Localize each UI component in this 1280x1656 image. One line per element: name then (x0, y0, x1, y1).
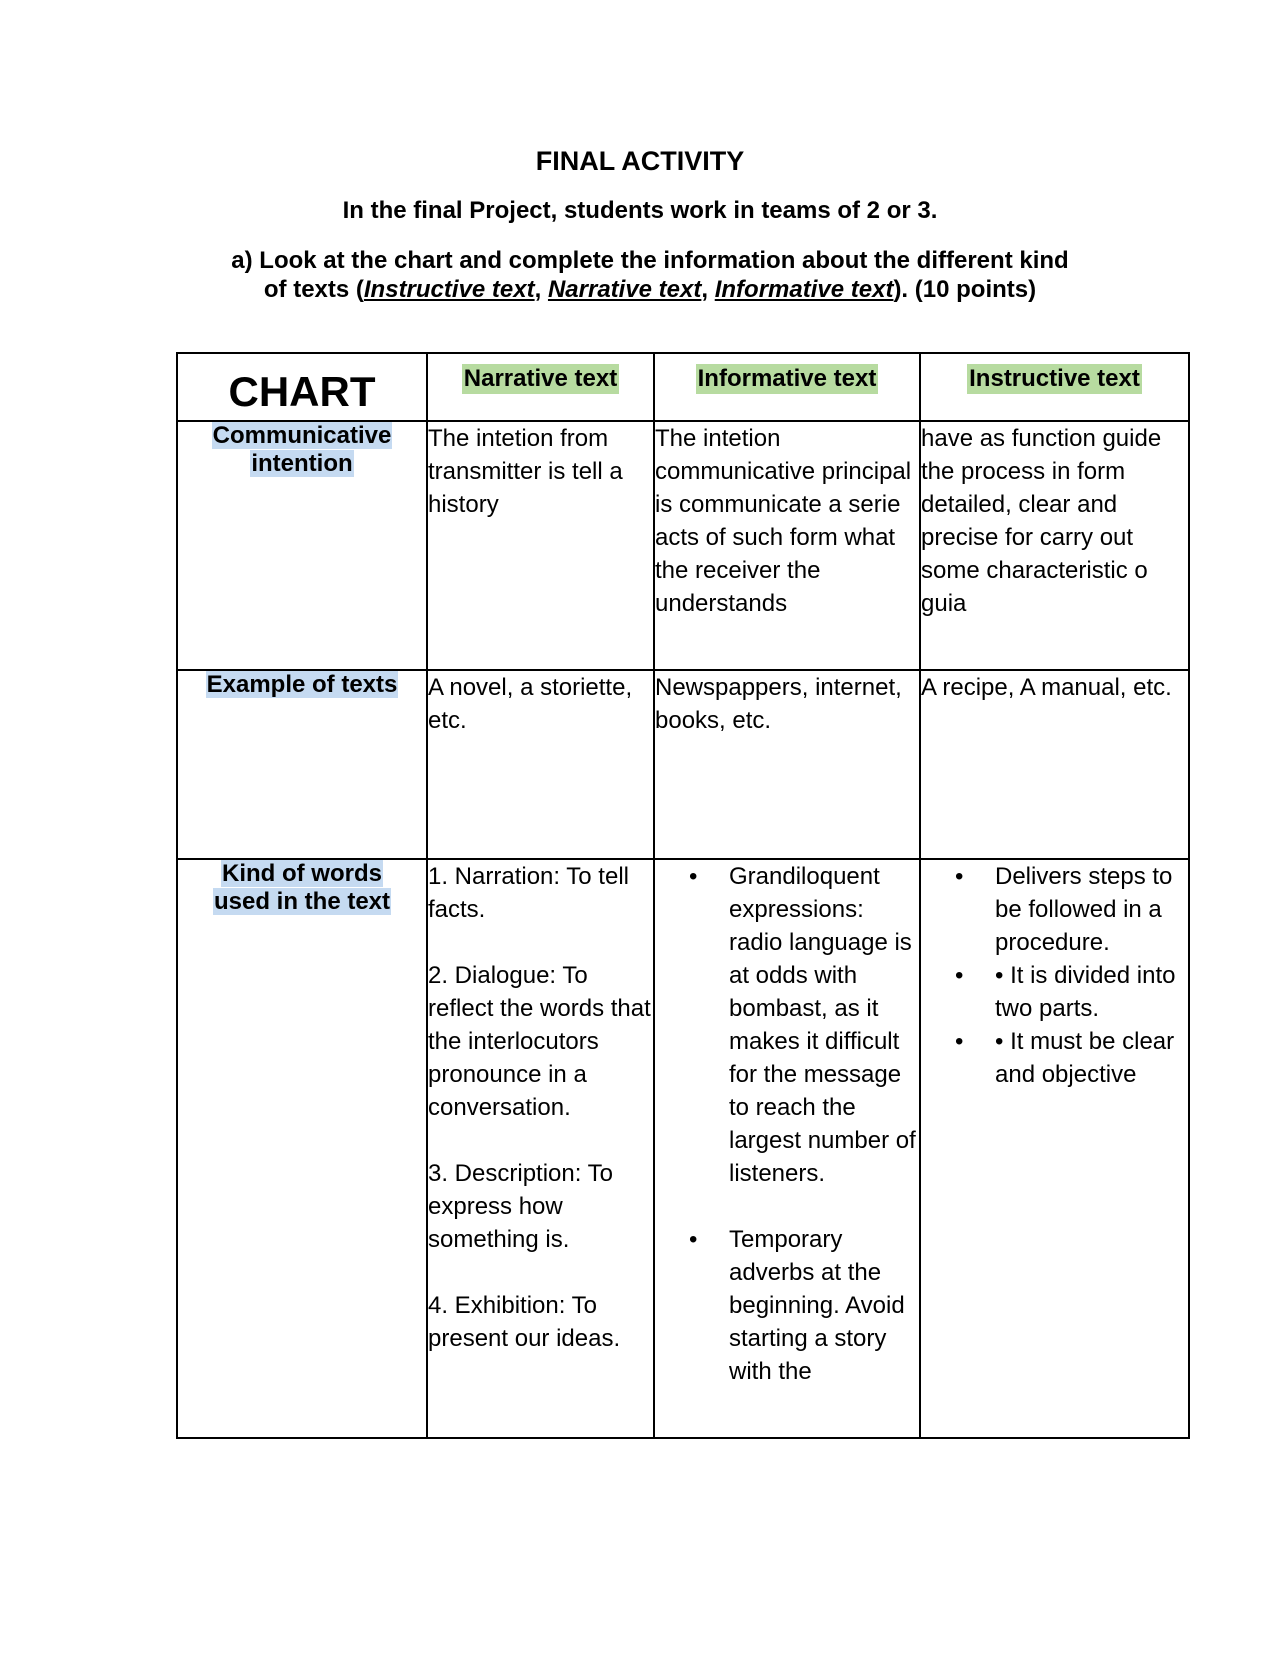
list-item: 1. Narration: To tell facts. (428, 863, 629, 923)
narrative-text-link: Narrative text (547, 276, 702, 303)
informative-text-link: Informative text (714, 276, 894, 303)
instruction-line-1: a) Look at the chart and complete the information about the different kind (231, 247, 1069, 274)
list-item: • • It is divided into two parts. (995, 959, 1188, 1025)
instructive-text-link: Instructive text (363, 276, 535, 303)
cell-informative-examples: Newspappers, internet, books, etc. (654, 670, 920, 859)
column-header-instructive: Instructive text (920, 353, 1189, 421)
cell-informative-words (654, 859, 920, 1438)
table-row (177, 859, 1189, 1438)
list-item: • • It must be clear and objective (995, 1025, 1188, 1091)
instruction-line-2: of texts (Instructive text, Narrative text, Informative text). (10 points) (263, 276, 1037, 303)
chart-label: CHART (228, 368, 376, 415)
table-row (177, 421, 1189, 670)
row-header-kind-of-words: Kind of words used in the text (177, 859, 427, 1438)
column-header-narrative: Narrative text (427, 353, 654, 421)
cell-instructive-intention: have as function guide the process in form detailed, clear and precise for carry out some characteristic o guia (920, 421, 1189, 670)
list-item: 4. Exhibition: To present our ideas. (428, 1292, 621, 1352)
document-subtitle: In the final Project, students work in teams of 2 or 3. (342, 197, 938, 224)
cell-informative-intention: The intetion communicative principal is communicate a serie acts of such form what the receiver the understands (654, 421, 920, 670)
list-item: • Grandiloquent expressions: radio language is at odds with bombast, as it makes it difficult for the message to reach the largest number of listeners. (729, 860, 919, 1190)
document-title: FINAL ACTIVITY (535, 146, 745, 176)
cell-narrative-words (427, 859, 654, 1438)
column-header-informative: Informative text (654, 353, 920, 421)
row-header-example-of-texts: Example of texts (177, 670, 427, 859)
instruction-text (200, 246, 1100, 304)
table-corner-cell (177, 353, 427, 421)
cell-instructive-examples: A recipe, A manual, etc. (920, 670, 1189, 859)
cell-narrative-examples: A novel, a storiette, etc. (427, 670, 654, 859)
cell-narrative-intention: The intetion from transmitter is tell a history (427, 421, 654, 670)
list-item: 3. Description: To express how something is. (428, 1160, 613, 1253)
row-header-communicative-intention: Communicative intention (177, 421, 427, 670)
list-item: 2. Dialogue: To reflect the words that the interlocutors pronounce in a conversation. (428, 962, 651, 1121)
cell-instructive-words (920, 859, 1189, 1438)
table-header-row (177, 353, 1189, 421)
list-item: • Delivers steps to be followed in a procedure. (995, 860, 1188, 959)
text-types-table (176, 352, 1190, 1439)
list-item: • Temporary adverbs at the beginning. Avoid starting a story with the (729, 1223, 919, 1388)
table-row (177, 670, 1189, 859)
